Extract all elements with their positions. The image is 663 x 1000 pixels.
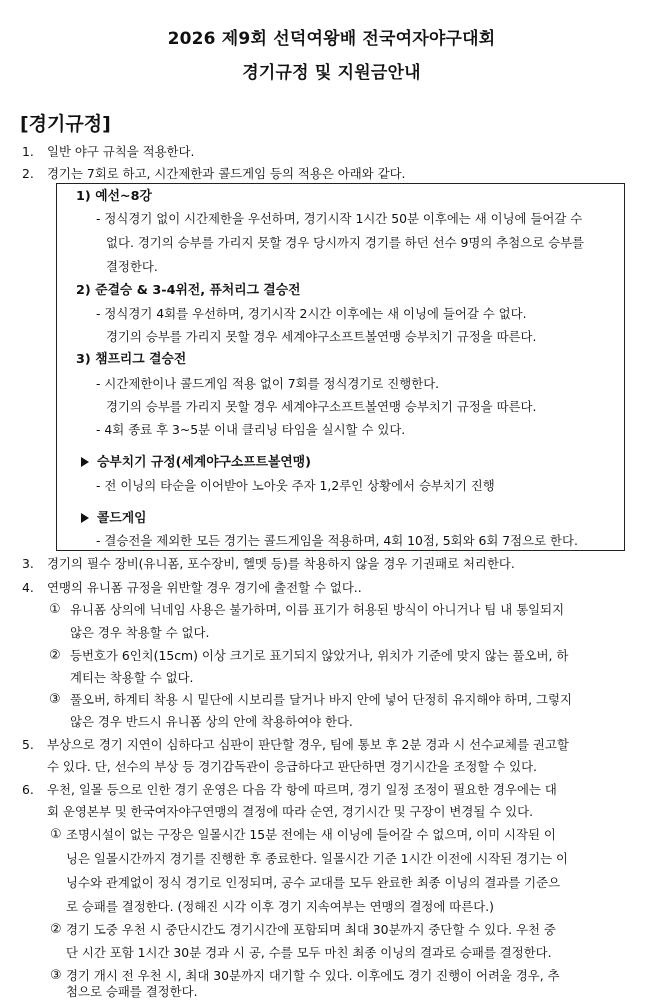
- title-line-2: 경기규정 및 지원금안내: [242, 63, 421, 83]
- box-text: 없다. 경기의 승부를 가리지 못할 경우 당시까지 경기를 하던 선수 9명의 추첨으로 승부를: [106, 235, 585, 250]
- box-text: - 4회 종료 후 3~5분 이내 클리닝 타임을 실시할 수 있다.: [96, 422, 406, 437]
- cold-game-heading: [81, 511, 146, 527]
- item-text-6: 회 운영본부 및 한국여자야구연맹의 결정에 따라 순연, 경기시간 및 구장이 변경될 수 있다.: [47, 804, 534, 819]
- sub-marker: ①: [49, 602, 61, 617]
- box-text: - 정식경기 4회를 우선하며, 경기시작 2시간 이후에는 새 이닝에 들어갈 수 없다.: [96, 306, 527, 321]
- title-line-1: 2026 제9회 선덕여왕배 전국여자야구대회: [167, 29, 496, 49]
- sub-text: 닝은 일몰시간까지 경기를 진행한 후 종료한다. 일몰시간 기준 1시간 이전에 시작된 경기는 이: [66, 851, 568, 866]
- box-text: 결정한다.: [106, 259, 158, 274]
- item-text-5: 부상으로 경기 지연이 심하다고 심판이 판단할 경우, 팀에 통보 후 2분 경과 시 선수교체를 권고할: [47, 737, 569, 752]
- item-number-5: 5.: [22, 737, 34, 752]
- sub-marker: ②: [49, 648, 61, 663]
- sub-text: 경기 도중 우천 시 중단시간도 경기시간에 포함되며 최대 30분까지 중단할 수 있다. 우천 중: [66, 922, 556, 937]
- triangle-bullet-icon: [81, 513, 89, 523]
- box-text: 경기의 승부를 가리지 못할 경우 세계야구소프트볼연맹 승부치기 규정을 따른다.: [106, 329, 537, 344]
- sub-marker: ②: [50, 922, 62, 937]
- tiebreak-heading: [81, 455, 311, 471]
- item-text-2: 경기는 7회로 하고, 시간제한과 콜드게임 등의 적용은 아래와 같다.: [47, 166, 406, 181]
- item-number-3: 3.: [22, 556, 34, 571]
- sub-text: 단 시간 포함 1시간 30분 경과 시 공, 수를 모두 마친 최종 이닝의 결과로 승패를 결정한다.: [66, 945, 552, 960]
- sub-text: 첨으로 승패를 결정한다.: [66, 984, 198, 999]
- sub-text: 닝수와 관계없이 정식 경기로 인정되며, 공수 교대를 모두 완료한 최종 이닝의 결과를 기준으: [66, 875, 561, 890]
- sub-text: 유니폼 상의에 닉네임 사용은 불가하며, 이름 표기가 허용된 방식이 아니거나 팀 내 통일되지: [70, 602, 565, 617]
- box-text: - 정식경기 없이 시간제한을 우선하며, 경기시작 1시간 50분 이후에는 새 이닝에 들어갈 수: [96, 211, 583, 226]
- tiebreak-title: 승부치기 규정(세계야구소프트볼연맹): [97, 455, 311, 470]
- sub-text: 계티는 착용할 수 없다.: [70, 670, 194, 685]
- box-subtitle-1: 1) 예선~8강: [76, 189, 152, 204]
- box-subtitle-3: 3) 챔프리그 결승전: [76, 352, 187, 367]
- sub-marker: ①: [50, 827, 62, 842]
- sub-text: 않은 경우 착용할 수 없다.: [70, 625, 210, 640]
- box-text: - 결승전을 제외한 모든 경기는 콜드게임을 적용하며, 4회 10점, 5회와 6회 7점으로 한다.: [96, 533, 578, 548]
- triangle-bullet-icon: [81, 457, 89, 467]
- item-number-1: 1.: [22, 144, 34, 159]
- box-text: 경기의 승부를 가리지 못할 경우 세계야구소프트볼연맹 승부치기 규정을 따른다.: [106, 399, 537, 414]
- box-text: - 전 이닝의 타순을 이어받아 노아웃 주자 1,2루인 상황에서 승부치기 진행: [96, 478, 495, 493]
- sub-text: 경기 개시 전 우천 시, 최대 30분까지 대기할 수 있다. 이후에도 경기 진행이 어려울 경우, 추: [66, 968, 560, 983]
- sub-text: 않은 경우 반드시 유니폼 상의 안에 착용하여야 한다.: [70, 714, 353, 729]
- box-subtitle-2: 2) 준결승 & 3-4위전, 퓨처리그 결승전: [76, 283, 301, 298]
- item-text-6: 우천, 일몰 등으로 인한 경기 운영은 다음 각 항에 따르며, 경기 일정 조정이 필요한 경우에는 대: [47, 782, 557, 797]
- item-text-1: 일반 야구 규칙을 적용한다.: [47, 144, 195, 159]
- item-number-6: 6.: [22, 782, 34, 797]
- item-text-4: 연맹의 유니폼 규정을 위반할 경우 경기에 출전할 수 없다..: [47, 580, 362, 595]
- sub-marker: ③: [50, 968, 62, 983]
- item-text-5: 수 있다. 단, 선수의 부상 등 경기감독관이 응급하다고 판단하면 경기시간을 조정할 수 있다.: [47, 759, 537, 774]
- sub-text: 로 승패를 결정한다. (정해진 시각 이후 경기 지속여부는 연맹의 결정에 따른다.): [66, 899, 494, 914]
- sub-marker: ③: [49, 692, 61, 707]
- sub-text: 풀오버, 하계티 착용 시 밑단에 시보리를 달거나 바지 안에 넣어 단정히 유지해야 하며, 그렇지: [70, 692, 572, 707]
- section-heading: [경기규정]: [20, 113, 111, 135]
- box-text: - 시간제한이나 콜드게임 적용 없이 7회를 정식경기로 진행한다.: [96, 376, 440, 391]
- item-number-2: 2.: [22, 166, 34, 181]
- item-text-3: 경기의 필수 장비(유니폼, 포수장비, 헬멧 등)를 착용하지 않을 경우 기권패로 처리한다.: [47, 556, 515, 571]
- cold-game-title: 콜드게임: [97, 511, 147, 526]
- item-number-4: 4.: [22, 580, 34, 595]
- sub-text: 조명시설이 없는 구장은 일몰시간 15분 전에는 새 이닝에 들어갈 수 없으며, 이미 시작된 이: [66, 827, 556, 842]
- sub-text: 등번호가 6인치(15cm) 이상 크기로 표기되지 않았거나, 위치가 기준에 맞지 않는 풀오버, 하: [70, 648, 569, 663]
